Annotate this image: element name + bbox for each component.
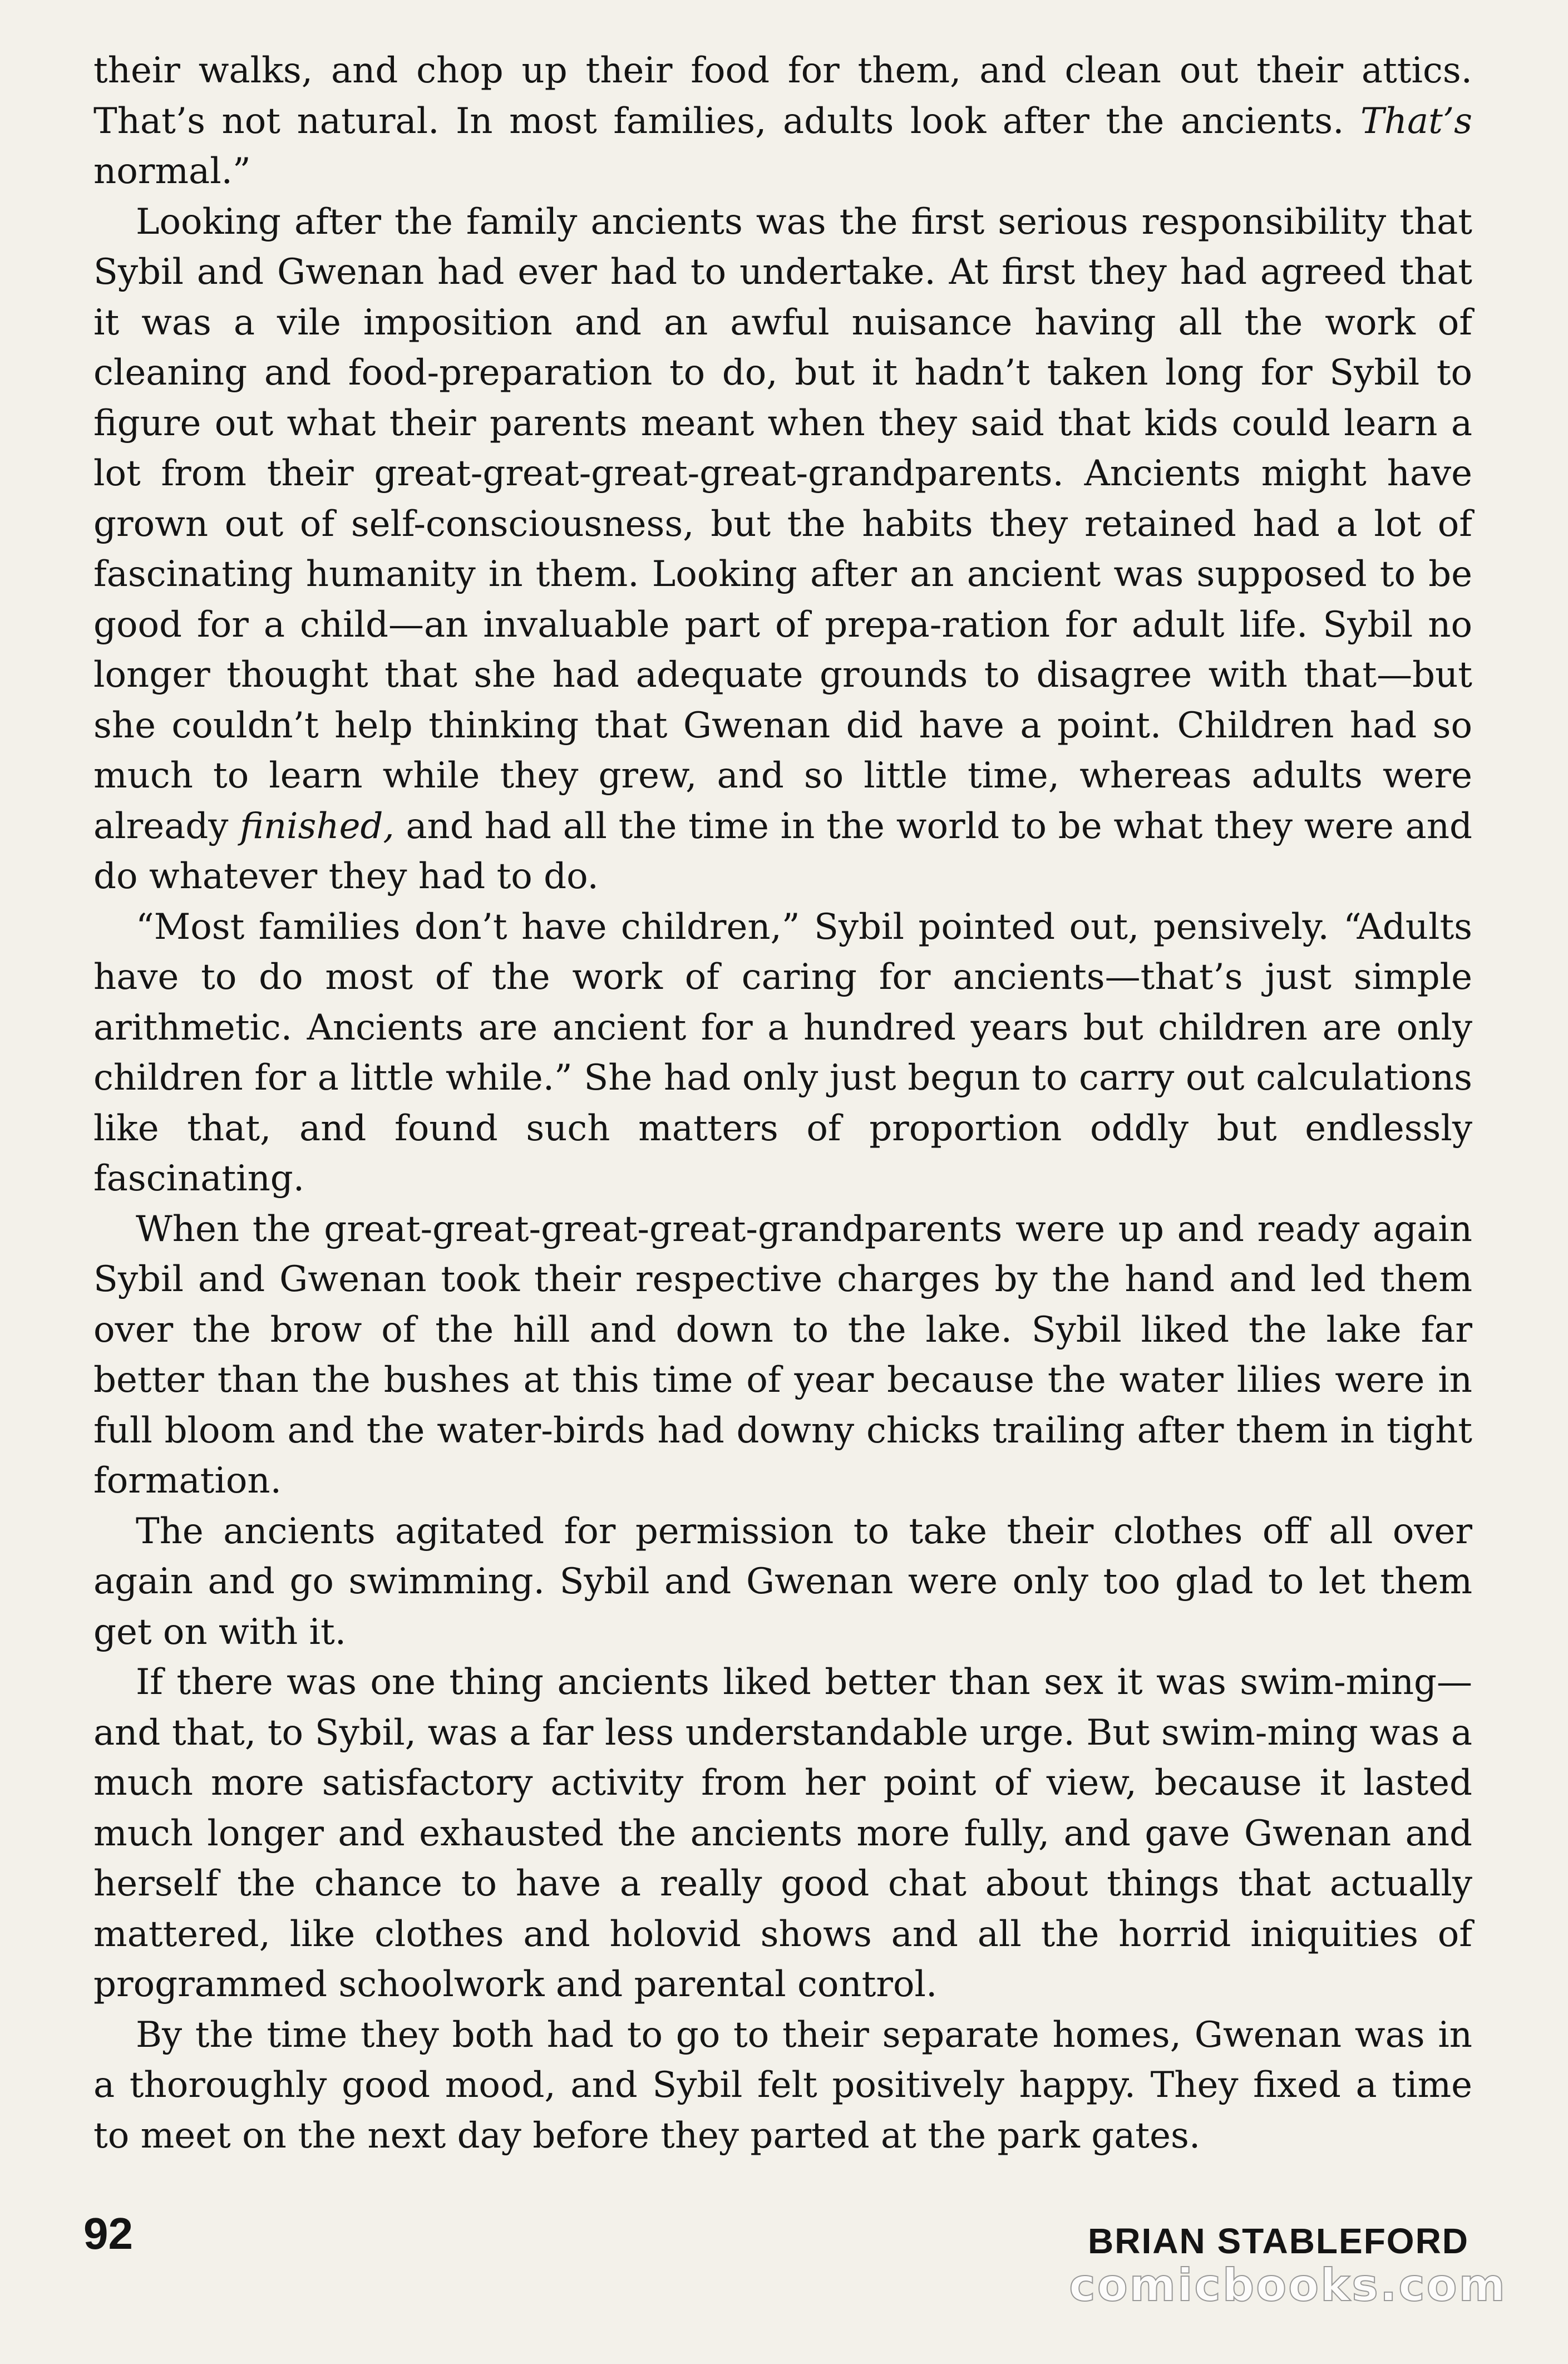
paragraph	[93, 1506, 1472, 1658]
running-footer-author: BRIAN STABLEFORD	[1088, 2221, 1469, 2261]
paragraph	[93, 46, 1472, 197]
text-run: “Most families don’t have children,” Sybil pointed out, pensively. “Adults have to do most of the work of caring for ancients—that’s just simple arithmetic. Ancients are ancient for a hundred years but children are only children for a little while.” She had only just begun to carry out calculations like that, and found such matters of proportion oddly but endlessly fascinating.	[93, 906, 1472, 1199]
paragraph	[93, 1657, 1472, 2010]
text-run: The ancients agitated for permission to take their clothes off all over again and go swimming. Sybil and Gwenan were only too glad to let them get on with it.	[93, 1510, 1472, 1653]
paragraph	[93, 1204, 1472, 1506]
text-run: By the time they both had to go to their separate homes, Gwenan was in a thoroughly good mood, and Sybil felt positively happy. They fixed a time to meet on the next day before they parted at the park gates.	[93, 2014, 1472, 2156]
italic-text: That’s	[1360, 100, 1472, 142]
text-run: normal.”	[93, 151, 251, 192]
story-text	[93, 46, 1472, 2161]
page-number: 92	[83, 2209, 133, 2258]
italic-text: finished,	[240, 805, 395, 847]
paragraph	[93, 2010, 1472, 2161]
text-run: their walks, and chop up their food for them, and clean out their attics. That’s not natural. In most families, adults look after the ancients.	[93, 50, 1472, 142]
text-run: Looking after the family ancients was the first serious responsibility that Sybil and Gwenan had ever had to undertake. At first they had agreed that it was a vile imposition and an awful nuisance having all the work of cleaning and food-preparation to do, but it hadn’t taken long for Sybil to figure out what their parents meant when they said that kids could learn a lot from their great-great-great-great-grandparents. Ancients might have grown out of self-consciousness, but the habits they retained had a lot of fascinating humanity in them. Looking after an ancient was supposed to be good for a child—an invaluable part of prepa-ration for adult life. Sybil no longer thought that she had adequate grounds to disagree with that—but she couldn’t help thinking that Gwenan did have a point. Children had so much to learn while they grew, and so little time, whereas adults were already	[93, 201, 1472, 847]
text-run: When the great-great-great-great-grandparents were up and ready again Sybil and Gwenan took their respective charges by the hand and led them over the brow of the hill and down to the lake. Sybil liked the lake far better than the bushes at this time of year because the water lilies were in full bloom and the water-birds had downy chicks trailing after them in tight formation.	[93, 1208, 1472, 1501]
watermark: comicbooks.com	[1069, 2259, 1507, 2311]
paragraph	[93, 197, 1472, 902]
text-run: and had all the time in the world to be what they were and do whatever they had to do.	[93, 805, 1473, 897]
text-run: If there was one thing ancients liked better than sex it was swim-ming—and that, to Sybil, was a far less understandable urge. But swim-ming was a much more satisfactory activity from her point of view, because it lasted much longer and exhausted the ancients more fully, and gave Gwenan and herself the chance to have a really good chat about things that actually mattered, like clothes and holovid shows and all the horrid iniquities of programmed schoolwork and parental control.	[93, 1662, 1472, 2005]
paragraph	[93, 902, 1472, 1204]
